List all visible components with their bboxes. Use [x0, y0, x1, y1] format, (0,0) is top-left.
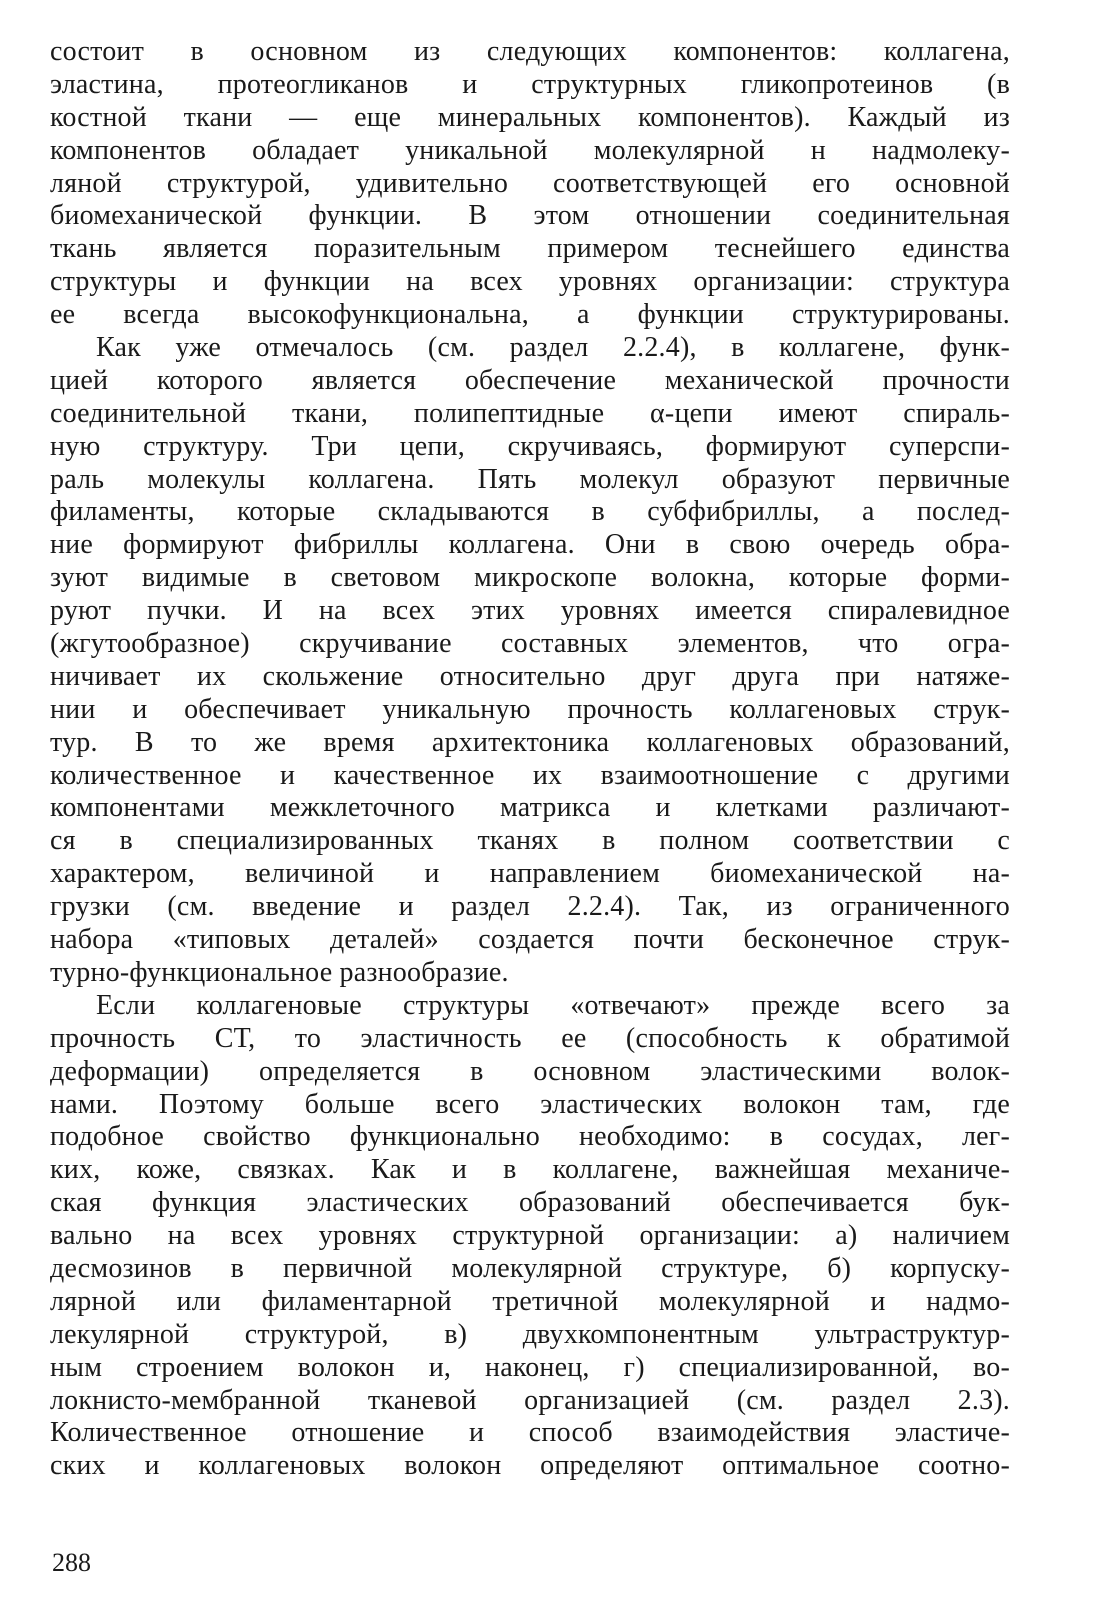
text-line: деформации) определяется в основном эластическими волок-: [50, 1055, 1010, 1087]
text-line: ся в специализированных тканях в полном соответствии с: [50, 825, 1010, 857]
text-line: ние формируют фибриллы коллагена. Они в свою очередь обра-: [50, 529, 1010, 561]
text-line: лекулярной структурой, в) двухкомпонентным ультраструктур-: [50, 1318, 1010, 1350]
text-line: руют пучки. И на всех этих уровнях имеется спиралевидное: [50, 595, 1010, 627]
text-line: раль молекулы коллагена. Пять молекул образуют первичные: [50, 463, 1010, 495]
text-line: эластина, протеогликанов и структурных гликопротеинов (в: [50, 68, 1010, 100]
text-line: ких, коже, связках. Как и в коллагене, важнейшая механиче-: [50, 1154, 1010, 1186]
text-line: филаменты, которые складываются в субфибриллы, а послед-: [50, 496, 1010, 528]
text-line: нии и обеспечивает уникальную прочность коллагеновых струк-: [50, 693, 1010, 725]
text-line: ляной структурой, удивительно соответствующей его основной: [50, 167, 1010, 199]
text-line: вально на всех уровнях структурной организации: а) наличием: [50, 1220, 1010, 1252]
paragraph: [50, 332, 1010, 990]
text-line: компонентами межклеточного матрикса и клетками различают-: [50, 792, 1010, 824]
text-line: характером, величиной и направлением биомеханической на-: [50, 858, 1010, 890]
text-line: ную структуру. Три цепи, скручиваясь, формируют суперспи-: [50, 430, 1010, 462]
text-line: Количественное отношение и способ взаимодействия эластиче-: [50, 1417, 1010, 1449]
text-line: ская функция эластических образований обеспечивается бук-: [50, 1187, 1010, 1219]
text-line: состоит в основном из следующих компонентов: коллагена,: [50, 36, 1010, 67]
text-line: подобное свойство функционально необходимо: в сосудах, лег-: [50, 1121, 1010, 1153]
text-line: количественное и качественное их взаимоотношение с другими: [50, 759, 1010, 791]
page-number: 288: [52, 1548, 91, 1577]
text-line: локнисто-мембранной тканевой организацией (см. раздел 2.3).: [50, 1384, 1010, 1416]
text-line: соединительной ткани, полипептидные α-цепи имеют спираль-: [50, 397, 1010, 429]
text-line: (жгутообразное) скручивание составных элементов, что огра-: [50, 628, 1010, 660]
text-line: ских и коллагеновых волокон определяют оптимальное соотно-: [50, 1450, 1010, 1482]
text-line: зуют видимые в световом микроскопе волокна, которые форми-: [50, 562, 1010, 594]
text-line: грузки (см. введение и раздел 2.2.4). Так, из ограниченного: [50, 891, 1010, 923]
text-line: прочность СТ, то эластичность ее (способность к обратимой: [50, 1022, 1010, 1054]
text-line: ткань является поразительным примером теснейшего единства: [50, 233, 1010, 265]
text-line: Как уже отмечалось (см. раздел 2.2.4), в коллагене, функ-: [96, 332, 1010, 364]
text-line: Если коллагеновые структуры «отвечают» прежде всего за: [96, 989, 1010, 1021]
text-line: турно-функциональное разнообразие.: [50, 956, 509, 988]
text-line: лярной или филаментарной третичной молекулярной и надмо-: [50, 1285, 1010, 1317]
text-line: ее всегда высокофункциональна, а функции структурированы.: [50, 299, 1010, 331]
paragraph: [50, 36, 1010, 332]
text-line: ным строением волокон и, наконец, г) специализированной, во-: [50, 1351, 1010, 1383]
text-line: набора «типовых деталей» создается почти бесконечное струк-: [50, 924, 1010, 956]
text-line: компонентов обладает уникальной молекулярной н надмолеку-: [50, 134, 1010, 166]
text-line: тур. В то же время архитектоника коллагеновых образований,: [50, 726, 1010, 758]
text-line: цией которого является обеспечение механической прочности: [50, 364, 1010, 396]
text-line: биомеханической функции. В этом отношении соединительная: [50, 200, 1010, 232]
text-line: костной ткани — еще минеральных компонентов). Каждый из: [50, 101, 1010, 133]
body-text: [50, 36, 1010, 1483]
text-line: ничивает их скольжение относительно друг друга при натяже-: [50, 660, 1010, 692]
text-line: структуры и функции на всех уровнях организации: структура: [50, 266, 1010, 298]
text-line: десмозинов в первичной молекулярной структуре, б) корпуску-: [50, 1252, 1010, 1284]
text-line: нами. Поэтому больше всего эластических волокон там, где: [50, 1088, 1010, 1120]
paragraph: [50, 990, 1010, 1483]
